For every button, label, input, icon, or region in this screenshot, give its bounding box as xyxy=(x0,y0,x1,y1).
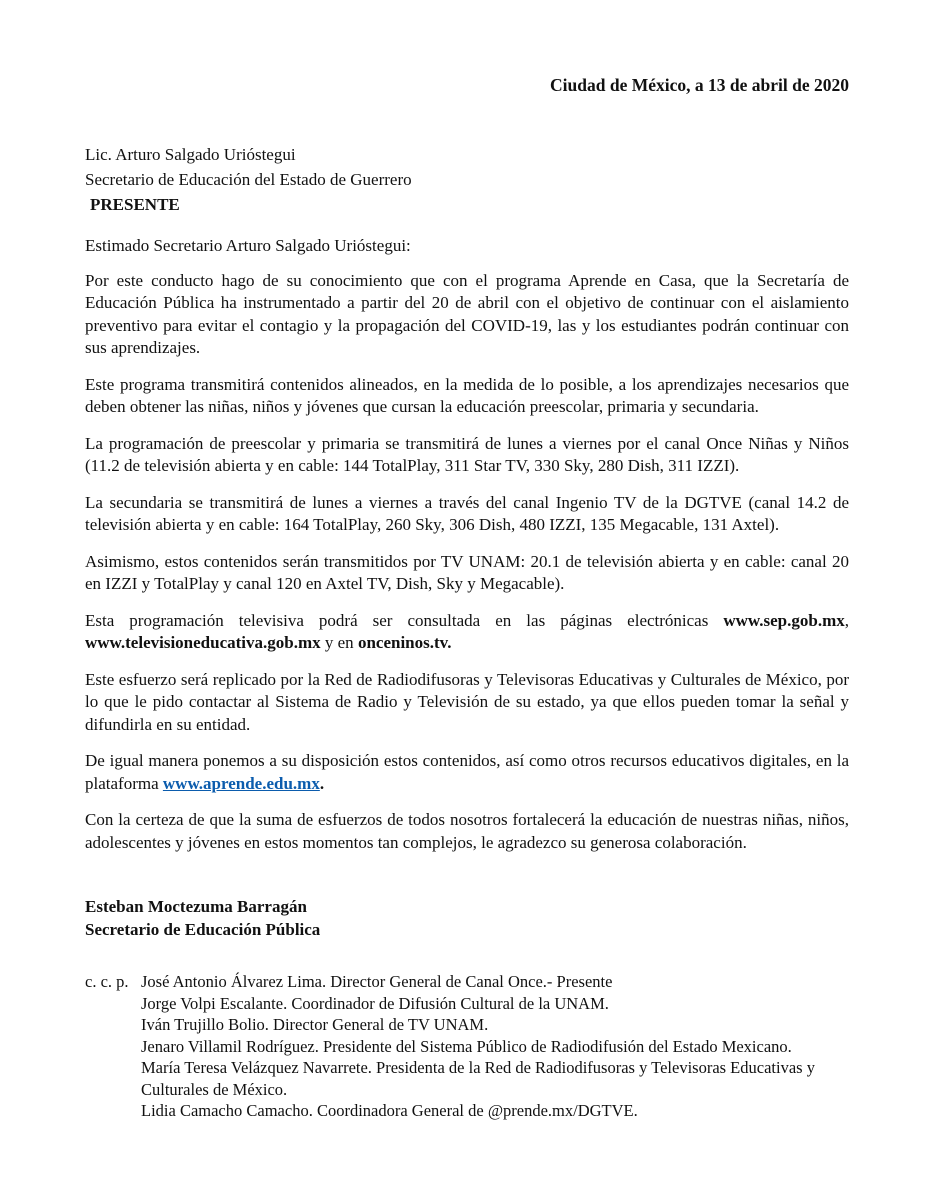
signature-block xyxy=(85,895,320,941)
paragraph-6-text: Esta programación televisiva podrá ser consultada en las páginas electrónicas xyxy=(85,610,724,630)
letter-date: Ciudad de México, a 13 de abril de 2020 xyxy=(550,75,849,95)
ccp-block xyxy=(85,971,827,1122)
paragraph-8 xyxy=(85,750,849,795)
recipient-title: Secretario de Educación del Estado de Guerrero xyxy=(85,170,412,189)
ccp-entry: José Antonio Álvarez Lima. Director General de Canal Once.- Presente xyxy=(141,972,613,991)
ccp-entry: Iván Trujillo Bolio. Director General de TV UNAM. xyxy=(141,1015,489,1034)
ccp-list xyxy=(141,971,827,1122)
recipient-name: Lic. Arturo Salgado Urióstegui xyxy=(85,145,296,164)
paragraph-6-separator: , xyxy=(844,610,849,630)
paragraph-8-text: De igual manera ponemos a su disposición estos contenidos, así como otros recursos educativos digitales, en la plataforma xyxy=(85,751,849,793)
paragraph-7: Este esfuerzo será replicado por la Red de Radiodifusoras y Televisoras Educativas y Culturales de México, por lo que le pido contactar al Sistema de Radio y Televisión de su estado, ya que ellos pueden tomar la señal y difundirla en su entidad. xyxy=(85,669,849,734)
paragraph-9: Con la certeza de que la suma de esfuerzos de todos nosotros fortalecerá la educación de nuestras niñas, niños, adolescentes y jóvenes en estos momentos tan complejos, le agradezco su generosa colaboración. xyxy=(85,810,849,852)
ccp-entry: María Teresa Velázquez Navarrete. Presidenta de la Red de Radiodifusoras y Televisoras Educativas y Culturales de México. xyxy=(141,1058,815,1099)
recipient-presente: PRESENTE xyxy=(90,195,180,214)
signer-name: Esteban Moctezuma Barragán xyxy=(85,897,307,916)
onceninos-website: onceninos.tv. xyxy=(357,633,452,652)
paragraph-1: Por este conducto hago de su conocimiento que con el programa Aprende en Casa, que la Secretaría de Educación Pública ha instrumentado a partir del 20 de abril con el objetivo de continuar con el aislamiento preventivo para evitar el contagio y la propagación del COVID-19, las y los estudiantes podrán continuar con sus aprendizajes. xyxy=(85,270,849,357)
signer-title: Secretario de Educación Pública xyxy=(85,920,321,939)
recipient-block xyxy=(85,142,412,217)
paragraph-4: La secundaria se transmitirá de lunes a viernes a través del canal Ingenio TV de la DGTVE (canal 14.2 de televisión abierta y en cable: 164 TotalPlay, 260 Sky, 306 Dish, 480 IZZI, 135 Megacable, 131 Axtel). xyxy=(85,492,849,534)
ccp-prefix: c. c. p. xyxy=(85,972,129,991)
aprende-link[interactable]: www.aprende.edu.mx xyxy=(162,773,320,793)
paragraph-5: Asimismo, estos contenidos serán transmitidos por TV UNAM: 20.1 de televisión abierta y en cable: canal 20 en IZZI y TotalPlay y canal 120 en Axtel TV, Dish, Sky y Megacable). xyxy=(85,551,849,593)
paragraph-6-mid: y en xyxy=(320,633,358,652)
paragraph-3: La programación de preescolar y primaria se transmitirá de lunes a viernes por el canal Once Niñas y Niños (11.2 de televisión abierta y en cable: 144 TotalPlay, 311 Star TV, 330 Sky, 280 Dish, 311 IZZI). xyxy=(85,433,849,475)
sep-website: www.sep.gob.mx xyxy=(723,610,845,630)
greeting: Estimado Secretario Arturo Salgado Urióstegui: xyxy=(85,236,411,255)
televisioneducativa-website: www.televisioneducativa.gob.mx xyxy=(85,633,321,652)
letter-body xyxy=(85,235,849,868)
ccp-entry: Jorge Volpi Escalante. Coordinador de Difusión Cultural de la UNAM. xyxy=(141,993,609,1013)
ccp-entry: Lidia Camacho Camacho. Coordinadora General de @prende.mx/DGTVE. xyxy=(141,1101,638,1120)
paragraph-6 xyxy=(85,610,849,655)
ccp-entry: Jenaro Villamil Rodríguez. Presidente del Sistema Público de Radiodifusión del Estado Mexicano. xyxy=(141,1036,792,1056)
paragraph-8-end: . xyxy=(319,773,325,793)
paragraph-2: Este programa transmitirá contenidos alineados, en la medida de lo posible, a los aprendizajes necesarios que deben obtener las niñas, niños y jóvenes que cursan la educación preescolar, primaria y secundaria. xyxy=(85,374,849,416)
